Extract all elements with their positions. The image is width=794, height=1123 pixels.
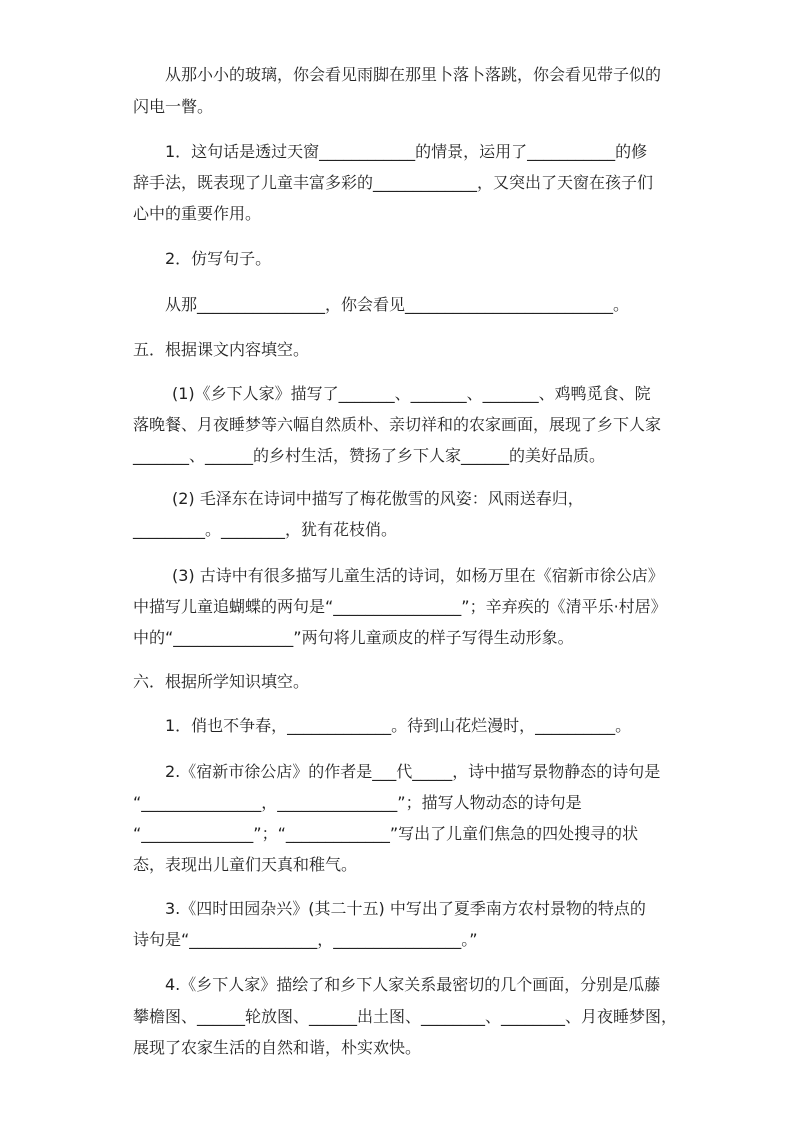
s5-item-3-line-1: (3) 古诗中有很多描写儿童生活的诗词，如杨万里在《宿新市徐公店》 [172,566,664,585]
s6-item-3-line-2: 诗句是“________________，________________。” [133,930,478,949]
s5-item-1-line-1: (1)《乡下人家》描写了_______、_______、_______、鸡鸭觅食、院 [172,384,651,403]
s6-item-4-line-1: 4.《乡下人家》描绘了和乡下人家关系最密切的几个画面，分别是瓜藤 [165,975,661,994]
question-2-title: 2．仿写句子。 [165,249,272,268]
s6-item-2-line-3: “______________”；“_____________”写出了儿童们焦急的四处搜寻的状 [133,824,639,843]
s6-item-2-line-2: “_______________，_______________”；描写人物动态的诗句是 [133,793,582,812]
s5-item-1-line-2: 落晚餐、月夜睡梦等六幅自然质朴、亲切祥和的农家画面，展现了乡下人家 [133,415,662,434]
s6-item-2-line-4: 态，表现出儿童们天真和稚气。 [133,855,358,874]
s6-item-3-line-1: 3.《四时田园杂兴》(其二十五) 中写出了夏季南方农村景物的特点的 [165,899,646,918]
s6-item-4-line-2: 攀檐图、______轮放图、______出土图、________、________、月夜睡梦图， [133,1007,678,1026]
s5-item-2-line-2: _________。________，犹有花枝俏。 [133,520,398,539]
s6-item-1: 1．俏也不争春，_____________。待到山花烂漫时，__________。 [165,716,632,735]
s5-item-3-line-3: 中的“_______________”两句将儿童顽皮的样子写得生动形象。 [133,628,574,647]
question-2-sentence: 从那________________，你会看见__________________________。 [165,295,630,314]
question-1-line-1: 1．这句话是透过天窗____________的情景，运用了___________的修 [165,142,648,161]
text-line-2: 闪电一瞥。 [133,97,214,116]
s5-item-3-line-2: 中描写儿童追蝴蝶的两句是“________________”；辛弃疾的《清平乐·村居》 [133,597,667,616]
question-1-line-3: 心中的重要作用。 [133,204,262,223]
s6-item-2-line-1: 2.《宿新市徐公店》的作者是___代_____，诗中描写景物静态的诗句是 [165,762,661,781]
text-line-1: 从那小小的玻璃，你会看见雨脚在那里卜落卜落跳，你会看见带子似的 [165,65,662,84]
s5-item-1-line-3: _______、______的乡村生活，赞扬了乡下人家______的美好品质。 [133,446,606,465]
s6-item-4-line-3: 展现了农家生活的自然和谐，朴实欢快。 [133,1038,422,1057]
s5-item-2-line-1: (2) 毛泽东在诗词中描写了梅花傲雪的风姿：风雨送春归， [172,489,584,508]
section-6-heading: 六．根据所学知识填空。 [133,672,310,691]
question-1-line-2: 辞手法，既表现了儿童丰富多彩的_____________，又突出了天窗在孩子们 [133,173,654,192]
section-5-heading: 五．根据课文内容填空。 [133,340,310,359]
